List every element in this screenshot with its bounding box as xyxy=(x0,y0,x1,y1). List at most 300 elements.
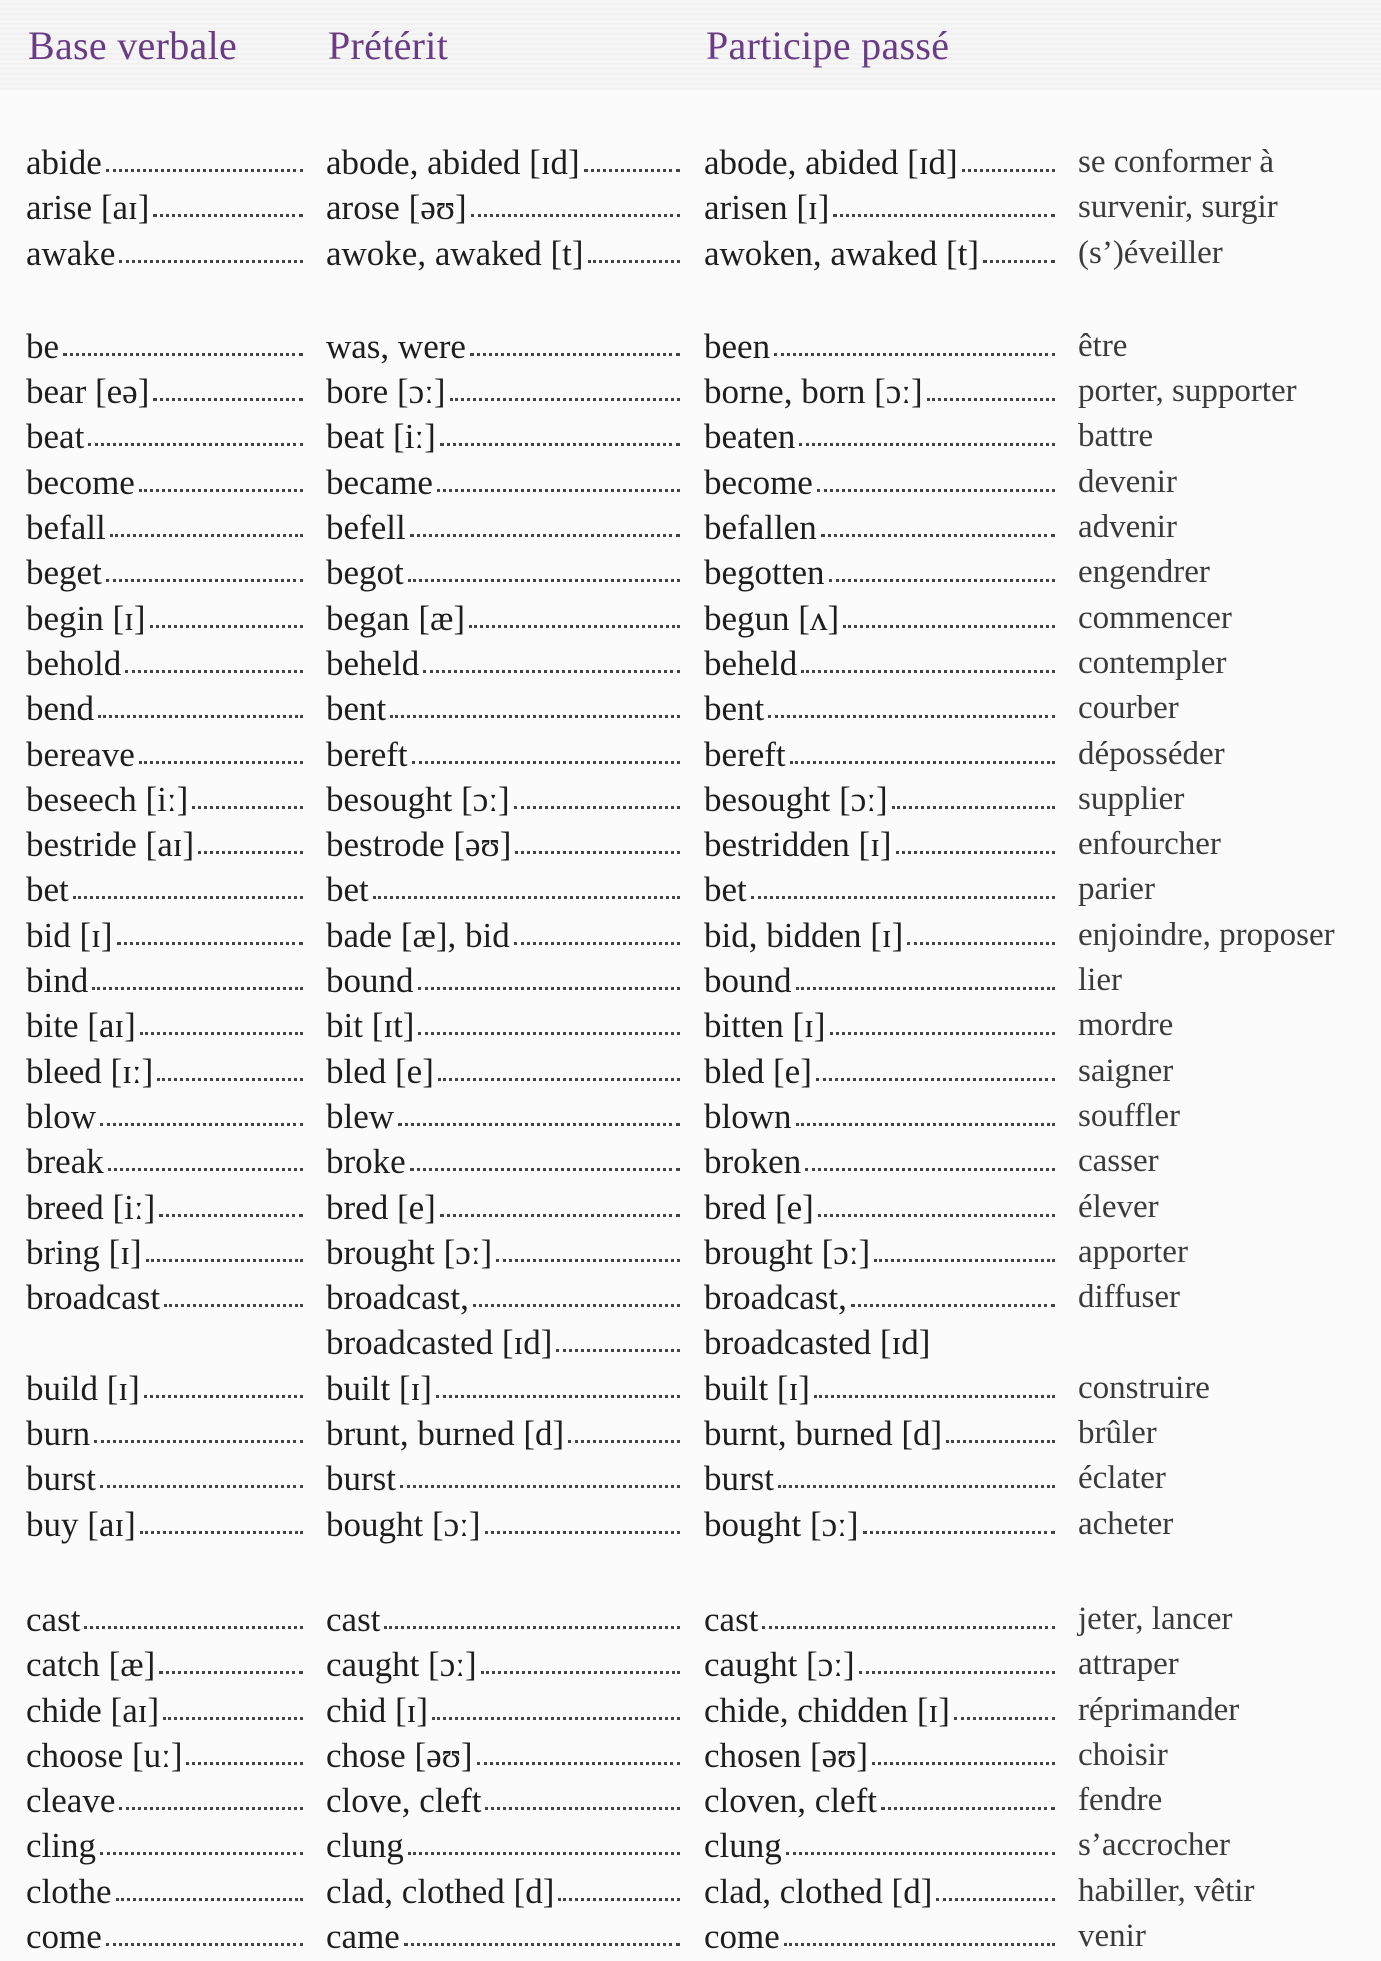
base-verb-cell-text: bereave xyxy=(26,734,135,774)
base-verb-cell-text: catch [æ] xyxy=(26,1645,156,1685)
preterit-cell-text: bit [ɪt] xyxy=(326,1006,415,1046)
base-verb-cell-text: build [ɪ] xyxy=(26,1368,140,1408)
verb-row xyxy=(0,505,1381,550)
past-participle-cell xyxy=(704,1185,1061,1230)
past-participle-cell-text: clung xyxy=(704,1826,782,1866)
base-verb-cell xyxy=(26,913,309,958)
dot-leader xyxy=(153,398,303,401)
base-verb-cell xyxy=(26,1230,309,1275)
dot-leader xyxy=(946,1440,1055,1443)
dot-leader xyxy=(92,987,303,990)
base-verb-cell-text: bind xyxy=(26,961,89,1001)
column-headers xyxy=(0,22,1381,82)
preterit-cell-text: abode, abided [ɪd] xyxy=(326,143,580,182)
dot-leader xyxy=(588,260,680,263)
base-verb-cell-text: begin [ɪ] xyxy=(26,598,146,638)
base-verb-cell xyxy=(26,1733,309,1778)
preterit-cell-text: built [ɪ] xyxy=(326,1368,432,1408)
dot-leader xyxy=(100,1123,303,1126)
verb-row xyxy=(0,596,1381,641)
preterit-cell xyxy=(326,913,686,958)
preterit-cell xyxy=(326,140,686,185)
past-participle-cell-text: bet xyxy=(704,870,747,910)
past-participle-cell xyxy=(704,822,1061,867)
preterit-cell xyxy=(326,867,686,912)
dot-leader xyxy=(471,214,680,217)
translation-cell: enjoindre, proposer xyxy=(1078,916,1335,953)
translation-cell: se conformer à xyxy=(1078,144,1275,180)
preterit-cell xyxy=(326,1914,686,1959)
dot-leader xyxy=(514,942,680,945)
base-verb-cell xyxy=(26,686,309,731)
past-participle-cell xyxy=(704,550,1061,595)
base-verb-cell xyxy=(26,1597,309,1642)
preterit-cell-text: beheld xyxy=(326,643,420,683)
translation-cell: mordre xyxy=(1078,1007,1174,1044)
base-verb-cell xyxy=(26,732,309,777)
past-participle-cell xyxy=(704,460,1061,505)
past-participle-cell xyxy=(704,1003,1061,1048)
base-verb-cell-text: bend xyxy=(26,689,95,729)
past-participle-cell xyxy=(704,369,1061,414)
translation-cell: déposséder xyxy=(1078,735,1225,772)
preterit-cell-text: arose [əʊ] xyxy=(326,188,467,228)
past-participle-cell xyxy=(704,958,1061,1003)
verb-row xyxy=(0,1642,1381,1687)
base-verb-cell xyxy=(26,1502,309,1547)
base-verb-cell xyxy=(26,1869,309,1914)
dot-leader xyxy=(436,1395,680,1398)
translation-cell: habiller, vêtir xyxy=(1078,1872,1255,1909)
translation-cell: choisir xyxy=(1078,1736,1168,1773)
verb-row xyxy=(0,1688,1381,1733)
preterit-cell xyxy=(326,1642,686,1687)
preterit-cell xyxy=(326,369,686,414)
dot-leader xyxy=(927,398,1055,401)
preterit-cell-text: bent xyxy=(326,689,387,729)
dot-leader xyxy=(408,579,680,582)
past-participle-cell-text: beaten xyxy=(704,417,796,457)
past-participle-cell xyxy=(704,1778,1061,1823)
dot-leader xyxy=(146,1259,303,1262)
base-verb-cell-text: beget xyxy=(26,553,102,593)
preterit-cell xyxy=(326,185,686,230)
base-verb-cell-text: bid [ɪ] xyxy=(26,915,113,955)
preterit-cell-text: bred [e] xyxy=(326,1187,436,1227)
preterit-cell-text: bestrode [əʊ] xyxy=(326,825,512,865)
translation-cell: fendre xyxy=(1078,1782,1163,1819)
dot-leader xyxy=(84,1626,303,1629)
past-participle-cell xyxy=(704,185,1061,230)
header-participe-passe: Participe passé xyxy=(706,23,950,68)
translation-cell: saigner xyxy=(1078,1052,1174,1089)
preterit-cell xyxy=(326,1597,686,1642)
past-participle-cell-text: bitten [ɪ] xyxy=(704,1006,826,1046)
dot-leader xyxy=(936,1898,1055,1901)
dot-leader xyxy=(477,1762,681,1765)
past-participle-cell xyxy=(704,1642,1061,1687)
past-participle-cell xyxy=(704,1456,1061,1501)
past-participle-cell xyxy=(704,1823,1061,1868)
translation-cell: devenir xyxy=(1078,463,1177,500)
base-verb-cell-text: blow xyxy=(26,1096,96,1136)
past-participle-cell xyxy=(704,596,1061,641)
dot-leader xyxy=(94,1440,303,1443)
base-verb-cell-text: bite [aɪ] xyxy=(26,1006,136,1046)
verb-row xyxy=(0,822,1381,867)
base-verb-cell xyxy=(26,1456,309,1501)
base-verb-cell-text: burst xyxy=(26,1459,96,1499)
preterit-cell xyxy=(326,1094,686,1139)
preterit-cell xyxy=(326,1411,686,1456)
translation-cell: courber xyxy=(1078,690,1179,727)
past-participle-cell xyxy=(704,686,1061,731)
verb-row xyxy=(0,1733,1381,1778)
past-participle-cell xyxy=(704,1049,1061,1094)
preterit-cell xyxy=(326,1185,686,1230)
dot-leader xyxy=(872,1762,1055,1765)
past-participle-cell-text: come xyxy=(704,1916,780,1956)
past-participle-cell-text: broadcast, xyxy=(704,1278,847,1318)
preterit-cell xyxy=(326,1003,686,1048)
preterit-cell-text: broadcast, xyxy=(326,1278,469,1318)
dot-leader xyxy=(106,579,303,582)
preterit-cell-text: broadcasted [ɪd] xyxy=(326,1323,553,1363)
dot-leader xyxy=(163,1717,303,1720)
dot-leader xyxy=(830,1032,1056,1035)
translation-cell: jeter, lancer xyxy=(1078,1600,1233,1637)
verb-row xyxy=(0,185,1381,230)
dot-leader xyxy=(568,1440,680,1443)
dot-leader xyxy=(863,1531,1055,1534)
dot-leader xyxy=(198,851,303,854)
irregular-verbs-table xyxy=(0,140,1381,1959)
base-verb-cell-text: awake xyxy=(26,233,116,273)
dot-leader xyxy=(398,1123,680,1126)
dot-leader xyxy=(140,1032,303,1035)
verb-row xyxy=(0,1139,1381,1184)
dot-leader xyxy=(144,1395,303,1398)
preterit-cell-text: begot xyxy=(326,553,404,593)
dot-leader xyxy=(140,1531,303,1534)
past-participle-cell-text: been xyxy=(704,326,771,366)
dot-leader xyxy=(139,761,303,764)
base-verb-cell-text: break xyxy=(26,1142,104,1182)
past-participle-cell-text: cast xyxy=(704,1599,759,1639)
dot-leader xyxy=(481,1671,680,1674)
dot-leader xyxy=(954,1717,1055,1720)
past-participle-cell xyxy=(704,505,1061,550)
past-participle-cell-text: bent xyxy=(704,689,765,729)
past-participle-cell xyxy=(704,1914,1061,1959)
preterit-cell xyxy=(326,1139,686,1184)
preterit-cell-text: clove, cleft xyxy=(326,1781,482,1821)
preterit-cell-text: came xyxy=(326,1916,400,1956)
dot-leader xyxy=(440,1214,680,1217)
past-participle-cell xyxy=(704,1275,1061,1320)
past-participle-cell-text: brought [ɔː] xyxy=(704,1232,871,1272)
base-verb-cell xyxy=(26,822,309,867)
preterit-cell-text: bereft xyxy=(326,734,408,774)
dot-leader xyxy=(818,1214,1055,1217)
past-participle-cell-text: abode, abided [ɪd] xyxy=(704,143,958,182)
base-verb-cell-text: choose [uː] xyxy=(26,1735,183,1775)
base-verb-cell-text: breed [iː] xyxy=(26,1187,156,1227)
verb-row xyxy=(0,140,1381,185)
preterit-cell xyxy=(326,505,686,550)
base-verb-cell xyxy=(26,1049,309,1094)
dot-leader xyxy=(859,1671,1055,1674)
translation-cell: éclater xyxy=(1078,1460,1166,1497)
dot-leader xyxy=(73,896,303,899)
base-verb-cell xyxy=(26,1411,309,1456)
preterit-cell-text: broke xyxy=(326,1142,406,1182)
past-participle-cell xyxy=(704,1411,1061,1456)
preterit-cell-text: chose [əʊ] xyxy=(326,1735,473,1775)
dot-leader xyxy=(768,715,1055,718)
dot-leader xyxy=(774,353,1055,356)
dot-leader xyxy=(762,1626,1055,1629)
dot-leader xyxy=(159,1214,303,1217)
base-verb-cell xyxy=(26,1094,309,1139)
past-participle-cell xyxy=(704,140,1061,185)
preterit-cell-text: bled [e] xyxy=(326,1051,434,1091)
verb-row xyxy=(0,1869,1381,1914)
preterit-cell-text: bound xyxy=(326,961,414,1001)
preterit-cell xyxy=(326,1733,686,1778)
translation-cell: brûler xyxy=(1078,1415,1157,1452)
past-participle-cell xyxy=(704,1320,1061,1365)
base-verb-cell-text: befall xyxy=(26,508,106,548)
translation-cell: lier xyxy=(1078,962,1122,999)
dot-leader xyxy=(438,1078,680,1081)
dot-leader xyxy=(790,761,1055,764)
preterit-cell-text: chid [ɪ] xyxy=(326,1690,429,1730)
translation-cell: parier xyxy=(1078,871,1155,908)
past-participle-cell xyxy=(704,1230,1061,1275)
base-verb-cell-text: beat xyxy=(26,417,85,457)
dot-leader xyxy=(440,443,680,446)
dot-leader xyxy=(125,670,303,673)
dot-leader xyxy=(778,1485,1055,1488)
dot-leader xyxy=(814,1395,1055,1398)
past-participle-cell xyxy=(704,324,1061,369)
preterit-cell xyxy=(326,1366,686,1411)
preterit-cell-text: burst xyxy=(326,1459,396,1499)
past-participle-cell-text: blown xyxy=(704,1096,792,1136)
translation-cell: casser xyxy=(1078,1143,1159,1180)
translation-cell: élever xyxy=(1078,1188,1159,1225)
base-verb-cell-text: bestride [aɪ] xyxy=(26,825,195,865)
dot-leader xyxy=(962,169,1055,172)
preterit-cell-text: clung xyxy=(326,1826,404,1866)
verb-row xyxy=(0,958,1381,1003)
base-verb-cell-text: buy [aɪ] xyxy=(26,1504,136,1544)
past-participle-cell xyxy=(704,1094,1061,1139)
base-verb-cell-text: bear [eə] xyxy=(26,372,150,412)
dot-leader xyxy=(829,579,1055,582)
dot-leader xyxy=(874,1259,1055,1262)
verb-row xyxy=(0,641,1381,686)
dot-leader xyxy=(108,1168,303,1171)
past-participle-cell xyxy=(704,777,1061,822)
base-verb-cell-text: abide xyxy=(26,143,102,182)
dot-leader xyxy=(558,1898,680,1901)
base-verb-cell-text: beseech [iː] xyxy=(26,779,189,819)
past-participle-cell-text: burnt, burned [d] xyxy=(704,1414,943,1454)
dot-leader xyxy=(110,534,303,537)
preterit-cell-text: brought [ɔː] xyxy=(326,1232,493,1272)
past-participle-cell-text: besought [ɔː] xyxy=(704,779,888,819)
verb-row xyxy=(0,1778,1381,1823)
dot-leader xyxy=(584,169,680,172)
dot-leader xyxy=(373,896,680,899)
base-verb-cell xyxy=(26,324,309,369)
past-participle-cell xyxy=(704,414,1061,459)
base-verb-cell-text: become xyxy=(26,462,135,502)
past-participle-cell xyxy=(704,1688,1061,1733)
dot-leader xyxy=(100,1485,303,1488)
base-verb-cell xyxy=(26,1778,309,1823)
dot-leader xyxy=(63,353,303,356)
dot-leader xyxy=(896,851,1055,854)
verb-row xyxy=(0,1502,1381,1547)
translation-cell: battre xyxy=(1078,418,1154,455)
preterit-cell-text: bade [æ], bid xyxy=(326,915,510,955)
base-verb-cell-text: be xyxy=(26,326,60,366)
verb-row xyxy=(0,732,1381,777)
preterit-cell xyxy=(326,1823,686,1868)
translation-cell: souffler xyxy=(1078,1097,1181,1134)
dot-leader xyxy=(496,1259,680,1262)
preterit-cell-text: awoke, awaked [t] xyxy=(326,233,584,273)
dot-leader xyxy=(556,1349,680,1352)
base-verb-cell xyxy=(26,505,309,550)
translation-cell: réprimander xyxy=(1078,1691,1240,1728)
base-verb-cell-text: clothe xyxy=(26,1871,112,1911)
header-base-verbale: Base verbale xyxy=(28,23,238,68)
translation-cell: porter, supporter xyxy=(1078,373,1297,410)
preterit-cell xyxy=(326,1230,686,1275)
translation-cell: (s’)éveiller xyxy=(1078,234,1223,271)
base-verb-cell-text: bleed [ɪː] xyxy=(26,1051,154,1091)
past-participle-cell xyxy=(704,641,1061,686)
dot-leader xyxy=(485,1807,680,1810)
base-verb-cell xyxy=(26,231,309,276)
past-participle-cell-text: awoken, awaked [t] xyxy=(704,233,980,273)
past-participle-cell-text: bred [e] xyxy=(704,1187,814,1227)
base-verb-cell xyxy=(26,1688,309,1733)
dot-leader xyxy=(786,1852,1055,1855)
dot-leader xyxy=(117,942,303,945)
dot-leader xyxy=(892,806,1055,809)
base-verb-cell-text: broadcast xyxy=(26,1278,161,1318)
translation-cell: advenir xyxy=(1078,509,1177,546)
dot-leader xyxy=(514,806,680,809)
dot-leader xyxy=(432,1717,680,1720)
translation-cell: survenir, surgir xyxy=(1078,189,1278,226)
verb-row xyxy=(0,414,1381,459)
base-verb-cell xyxy=(26,1003,309,1048)
dot-leader xyxy=(801,670,1055,673)
translation-cell: apporter xyxy=(1078,1233,1188,1270)
past-participle-cell-text: bestridden [ɪ] xyxy=(704,825,892,865)
past-participle-cell-text: broken xyxy=(704,1142,802,1182)
dot-leader xyxy=(796,1123,1056,1126)
base-verb-cell-text: cling xyxy=(26,1826,96,1866)
dot-leader xyxy=(907,942,1055,945)
preterit-cell xyxy=(326,1456,686,1501)
base-verb-cell xyxy=(26,867,309,912)
preterit-cell-text: bore [ɔː] xyxy=(326,372,446,412)
verb-row xyxy=(0,1049,1381,1094)
preterit-cell-text: brunt, burned [d] xyxy=(326,1414,565,1454)
preterit-cell xyxy=(326,1049,686,1094)
past-participle-cell-text: bought [ɔː] xyxy=(704,1504,859,1544)
past-participle-cell xyxy=(704,1733,1061,1778)
base-verb-cell-text: come xyxy=(26,1916,102,1956)
preterit-cell xyxy=(326,414,686,459)
preterit-cell-text: became xyxy=(326,462,433,502)
verb-row xyxy=(0,1275,1381,1320)
base-verb-cell-text: burn xyxy=(26,1414,91,1454)
preterit-cell-text: began [æ] xyxy=(326,598,465,638)
dot-leader xyxy=(423,670,680,673)
preterit-cell xyxy=(326,958,686,1003)
past-participle-cell-text: chosen [əʊ] xyxy=(704,1735,868,1775)
translation-cell: supplier xyxy=(1078,780,1185,817)
past-participle-cell xyxy=(704,867,1061,912)
preterit-cell xyxy=(326,1869,686,1914)
past-participle-cell-text: arisen [ɪ] xyxy=(704,188,830,228)
past-participle-cell xyxy=(704,231,1061,276)
base-verb-cell xyxy=(26,550,309,595)
verb-row xyxy=(0,324,1381,369)
dot-leader xyxy=(150,625,303,628)
past-participle-cell xyxy=(704,732,1061,777)
preterit-cell xyxy=(326,777,686,822)
base-verb-cell-text: cleave xyxy=(26,1781,116,1821)
dot-leader xyxy=(153,214,303,217)
past-participle-cell-text: bled [e] xyxy=(704,1051,812,1091)
past-participle-cell xyxy=(704,1597,1061,1642)
past-participle-cell-text: built [ɪ] xyxy=(704,1368,810,1408)
base-verb-cell xyxy=(26,1185,309,1230)
dot-leader xyxy=(157,1078,303,1081)
base-verb-cell-text: behold xyxy=(26,643,122,683)
dot-leader xyxy=(751,896,1055,899)
group-separator xyxy=(0,276,1381,324)
preterit-cell xyxy=(326,596,686,641)
preterit-cell-text: besought [ɔː] xyxy=(326,779,510,819)
dot-leader xyxy=(98,715,303,718)
preterit-cell xyxy=(326,1502,686,1547)
past-participle-cell xyxy=(704,1869,1061,1914)
verb-row xyxy=(0,1411,1381,1456)
verb-row xyxy=(0,1914,1381,1959)
dot-leader xyxy=(100,1852,303,1855)
preterit-cell xyxy=(326,550,686,595)
dot-leader xyxy=(485,1531,680,1534)
base-verb-cell xyxy=(26,958,309,1003)
dot-leader xyxy=(410,1168,680,1171)
base-verb-cell xyxy=(26,641,309,686)
dot-leader xyxy=(470,353,680,356)
dot-leader xyxy=(119,260,303,263)
preterit-cell-text: bet xyxy=(326,870,369,910)
dot-leader xyxy=(119,1807,303,1810)
base-verb-cell xyxy=(26,140,309,185)
